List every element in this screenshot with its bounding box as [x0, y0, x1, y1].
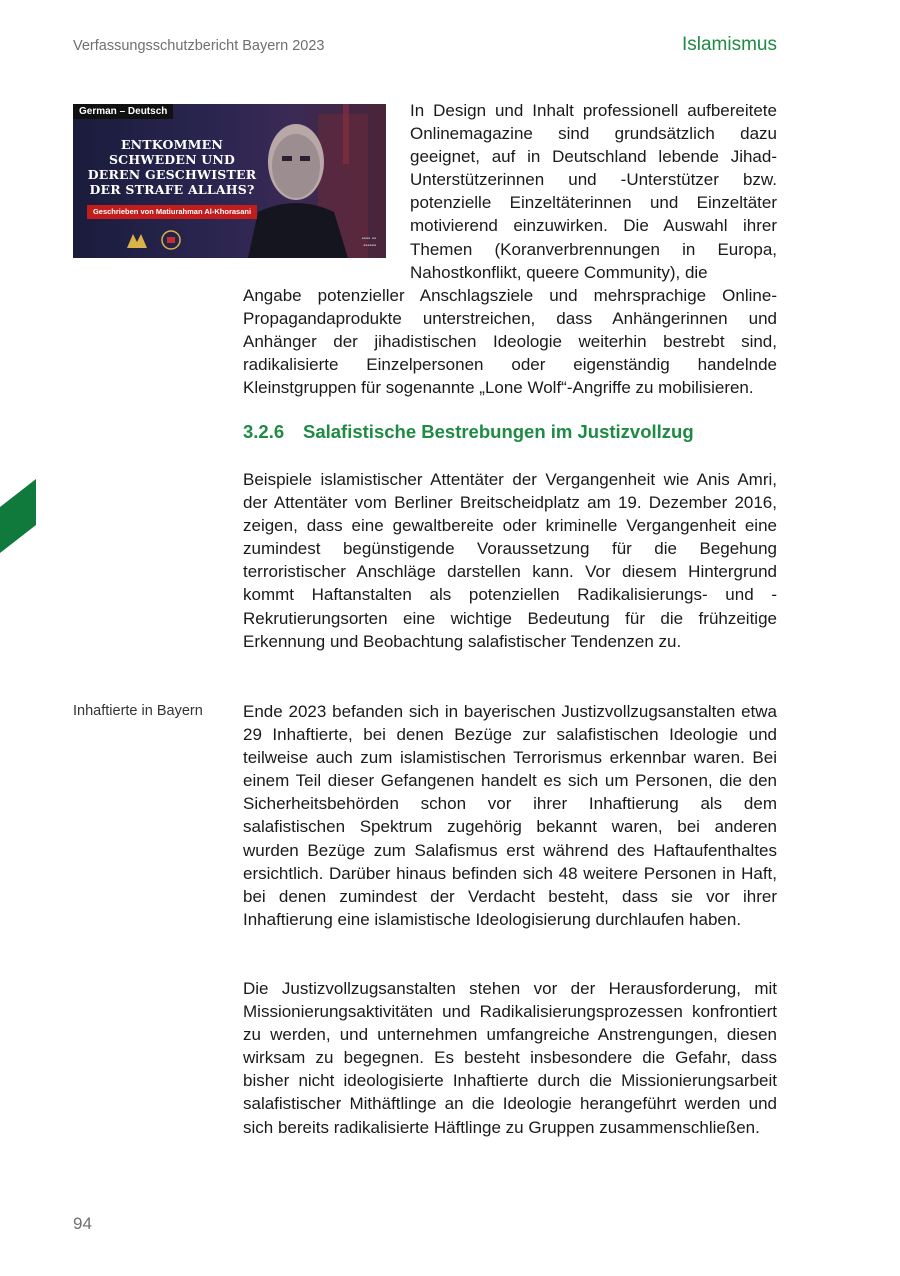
- language-tag: German – Deutsch: [73, 104, 173, 119]
- masked-figure-illustration: [248, 104, 368, 258]
- body-paragraph: Die Justizvollzugsanstalten stehen vor der Herausforderung, mit Missionierungsaktivitäten und Radikalisierungsprozessen konfrontiert zu werden, und unternehmen umfangreiche Anstrengungen, diesen wirksam zu begegnen. Es besteht insbesondere die Gefahr, dass bisher nicht ideologisierte Inhaftierte durch die Missionierungsarbeit salafistischer Mithäftlinge an die Ideologie herangeführt werden und sich bereits radikalisierte Häftlinge zu Gruppen zusammenschließen.: [243, 979, 777, 1137]
- margin-note: Inhaftierte in Bayern: [73, 703, 203, 719]
- cover-title-line: SCHWEDEN UND: [108, 152, 236, 167]
- cover-title-line: DEREN GESCHWISTER: [87, 167, 257, 182]
- intro-paragraph-continued: Angabe potenzieller Anschlagsziele und mehrsprachige Online-Propagandaprodukte unterstreichen, dass Anhängerinnen und Anhänger der jihadistischen Ideologie weiterhin bestrebt sind, radikalisierte Einzelpersonen oder eigenständig handelnde Kleinstgruppen für sogenannte „Lone Wolf“-Angriffe zu mobilisieren.: [243, 286, 777, 398]
- section-title: Salafistische Bestrebungen im Justizvollzug: [303, 421, 694, 442]
- section-number: 3.2.6: [243, 421, 285, 442]
- chapter-title: Islamismus: [681, 34, 777, 55]
- section-heading: [243, 421, 694, 443]
- chapter-tab-marker: [0, 479, 36, 553]
- running-header-title: Verfassungsschutzbericht Bayern 2023: [73, 38, 325, 54]
- cover-title-line: ENTKOMMEN: [120, 137, 224, 152]
- publisher-logos: [123, 228, 213, 252]
- body-paragraph: Beispiele islamistischer Attentäter der Vergangenheit wie Anis Amri, der Attentäter vom Berliner Breitscheidplatz am 19. Dezember 2016, zeigen, dass eine gewaltbereite oder kriminelle Vergangenheit eine zumindest begünstigende Voraussetzung für die Begehung terroristischer Anschläge darstellen kann. Vor diesem Hintergrund kommt Haftanstalten als potenziellen Radikalisierungs- und -Rekrutierungsorten eine wichtige Bedeutung für die frühzeitige Erkennung und Beobachtung salafistischer Tendenzen zu.: [243, 470, 777, 651]
- page-number: 94: [73, 1214, 92, 1233]
- body-paragraph: Ende 2023 befanden sich in bayerischen Justizvollzugsanstalten etwa 29 Inhaftierte, bei denen Bezüge zur salafistischen Ideologie und teilweise auch zum islamistischen Terrorismus erkennbar waren. Bei einem Teil dieser Gefangenen handelt es sich um Personen, die den Sicherheitsbehörden schon vor ihrer Inhaftierung als dem salafistischen Spektrum zugehörig bekannt waren, bei anderen wurden Bezüge zum Salafismus erst während des Haftaufenthaltes ersichtlich. Darüber hinaus befinden sich 48 weitere Personen in Haft, bei denen zumindest der Verdacht besteht, dass sie vor ihrer Inhaftierung eine islamistische Ideologisierung durchlaufen haben.: [243, 702, 777, 929]
- magazine-cover-image: [73, 104, 386, 258]
- intro-paragraph-wrapped: In Design und Inhalt professionell aufbereitete Onlinemagazine sind grundsätzlich dazu geeignet, auf in Deutschland lebende Jihad-Unterstützerinnen und -Unterstützer bzw. potenzielle Einzeltäterinnen und Einzeltäter motivierend einzuwirken. Die Auswahl ihrer Themen (Koranverbrennungen in Europa, Nahostkonflikt, queere Community), die: [410, 101, 777, 282]
- cover-title: [87, 137, 257, 197]
- cover-corner-mark: ▪▪▪▪ ▪▪ ▪▪▪▪▪▪: [361, 236, 376, 249]
- cover-author-banner: Geschrieben von Matiurahman Al-Khorasani: [87, 205, 257, 219]
- cover-title-line: DER STRAFE ALLAHS?: [89, 182, 255, 197]
